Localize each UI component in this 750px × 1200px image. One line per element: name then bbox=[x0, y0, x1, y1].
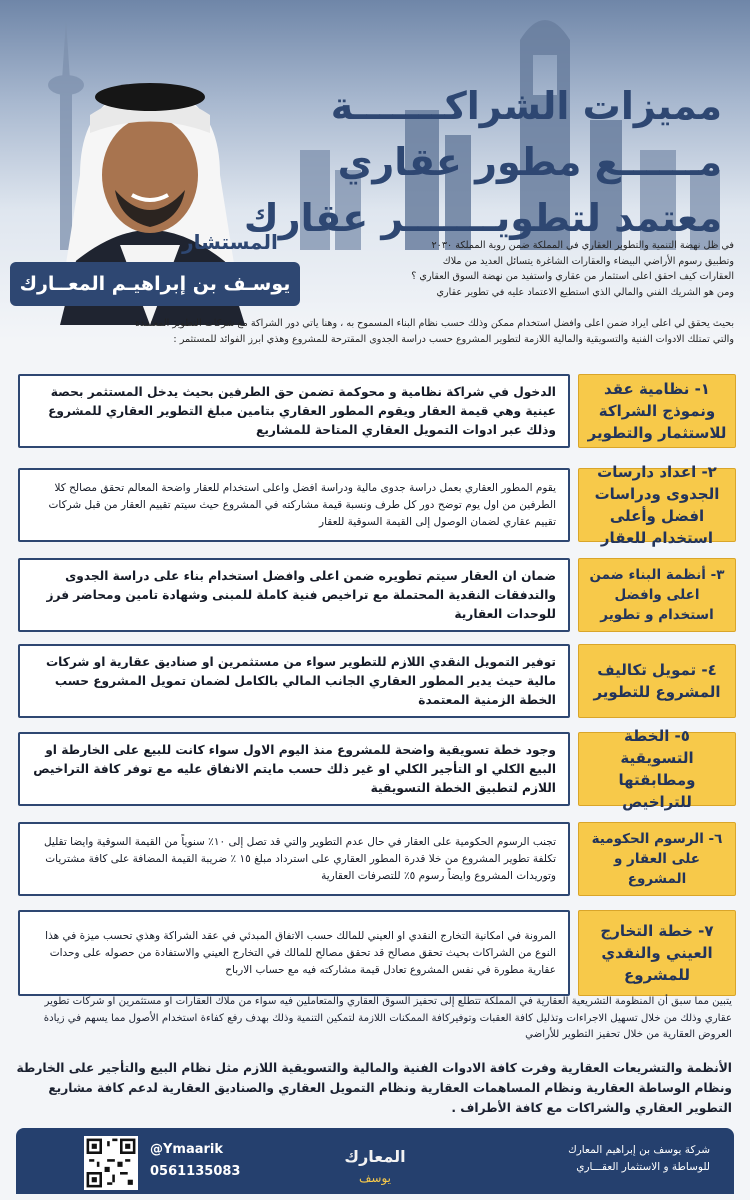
intro-line: العقارات كيف احقق اعلى استثمار من عقاري واستفيد من نهضة السوق العقاري ؟ bbox=[411, 271, 734, 282]
benefit-item-1 bbox=[18, 374, 736, 448]
hero-banner bbox=[0, 0, 750, 340]
phone-number[interactable]: 0561135083 bbox=[150, 1164, 241, 1179]
benefit-description: يقوم المطور العقاري بعمل دراسة جدوى مالية ودراسة افضل واعلى استخدام للعقار واضحة المعالم تحقق مصالح كلا الطرفين من اول يوم توضح دور كل طرف ونسبة قيمة مشاركته في المشروع حيث سيتم تقييم العقار من قبل شركات تقييم عقاري لضمان الوصول إلى القيمة السوقية للعقار bbox=[18, 468, 570, 542]
benefit-title: ٢- اعداد دارسات الجدوى ودراسات افضل وأعلى استخدام للعقار bbox=[578, 468, 736, 542]
intro-line: وتطبيق رسوم الأراضي البيضاء والعقارات الشاغرة يتسائل العديد من ملاك bbox=[442, 255, 734, 267]
benefit-description: تجنب الرسوم الحكومية على العقار في حال عدم التطوير والتي قد تصل إلى ١٠٪ سنوياً من القيمة السوقية وايضا تقليل تكلفة تطوير المشروع من خلا قدرة المطور العقاري على استرداد مبلغ ١٥ ٪ ضريبة القيمة المضافة على كافة مشتريات وتوريدات المشروع وايضاً رسوم ٥٪ للتصرفات العقارية bbox=[18, 822, 570, 896]
qr-code[interactable] bbox=[84, 1136, 138, 1190]
headline bbox=[243, 78, 722, 246]
intro-paragraph-wide bbox=[16, 316, 734, 347]
benefit-title: ٤- تمويل تكاليف المشروع للتطوير bbox=[578, 644, 736, 718]
logo-text: المعارك bbox=[344, 1147, 406, 1166]
benefit-item-7 bbox=[18, 910, 736, 996]
headline-line-1: مميزات الشراكـــــــة bbox=[330, 84, 722, 128]
conclusion-paragraph-1: يتبين مما سبق أن المنظومة التشريعية العقارية في المملكة تتطلع إلى تحفيز السوق العقاري والمتعاملين فيه سواء من ملاك العقارات او مستثمرين او شركات تطوير عقاري وذلك من خلال تسهيل الاجراءات وتذليل كافة العقبات وتوفيركافة الممكنات اللازمة لتمكين التنمية وذلك بهدف رفع كفاءة استخدام الأصول مما يسهم في زيادة العروض العقارية من خلال تحفيز التطوير للأراضي bbox=[43, 996, 732, 1040]
intro-line: بحيث يحقق لي اعلى ايراد ضمن اعلى وافضل استخدام ممكن وذلك حسب نظام البناء المسموح به ، وهنا ياتي دور الشراكة مع شركات التطوير المعتمدة bbox=[135, 318, 734, 329]
benefit-item-6 bbox=[18, 822, 736, 896]
benefit-title: ٣- أنظمة البناء ضمن اعلى وافضل استخدام و تطوير bbox=[578, 558, 736, 632]
brand-logo bbox=[340, 1134, 410, 1190]
benefit-item-2 bbox=[18, 463, 736, 547]
intro-line: في ظل نهضة التنمية والتطوير العقاري في المملكة ضمن روية المملكة ٢٠٣٠ bbox=[431, 240, 734, 251]
benefit-item-4 bbox=[18, 644, 736, 718]
benefit-item-5 bbox=[18, 727, 736, 811]
benefit-description: المرونة في امكانية التخارج النقدي او العيني للمالك حسب الاتفاق المبدئي في عقد الشراكة وهذي تحسب ميزة في هذا النوع من الشراكات بحيث تحقق مصالح قد تحقق مصالح للمالك في التخارج العيني والاستفادة من حصوله على وحدات عقارية مطورة في نفس المشروع تعادل قيمة مشاركته فيه مع حساب الارباح bbox=[18, 910, 570, 996]
company-tagline: للوساطة و الاستثمار العقـــاري bbox=[576, 1161, 710, 1173]
consultant-name: يوسـف بن إبراهيـم المعــارك bbox=[10, 262, 300, 306]
intro-paragraph bbox=[304, 238, 734, 300]
intro-line: ومن هو الشريك الفني والمالي الذي استطيع الاعتماد عليه في تطوير عقاري bbox=[436, 286, 734, 298]
benefit-title: ٥- الخطة التسويقية ومطابقتها للتراخيص bbox=[578, 732, 736, 806]
role-label: المستشار bbox=[182, 230, 278, 254]
benefit-title: ١- نظامية عقد ونموذج الشراكة للاستثمار والتطوير bbox=[578, 374, 736, 448]
company-info bbox=[510, 1142, 710, 1176]
benefit-description: ضمان ان العقار سيتم تطويره ضمن اعلى وافضل استخدام بناء على دراسة الجدوى والتدفقات النقدية المحتملة مع تراخيص فنية كاملة للمبنى وشهادة تامين ومحاضر فرز للوحدات العقارية bbox=[18, 558, 570, 632]
benefit-title: ٧- خطة التخارج العيني والنقدي للمشروع bbox=[578, 910, 736, 996]
benefit-description: الدخول في شراكة نظامية و محوكمة تضمن حق الطرفين بحيث يدخل المستثمر بحصة عينية وهي قيمة العقار ويقوم المطور العقاري بتامين مبلغ التطوير العقاري للمشروع وذلك عبر ادوات التمويل العقاري المتاحة للمشاريع bbox=[18, 374, 570, 448]
headline-line-2: مــــــع مطور عقاري bbox=[337, 140, 722, 184]
benefit-description: توفير التمويل النقدي اللازم للتطوير سواء من مستثمرين او صناديق عقارية او شركات مالية حيث يدير المطور العقاري الجانب المالي بالكامل لضمان تمويل المشروع حسب الخطة الزمنية المعتمدة bbox=[18, 644, 570, 718]
benefit-item-3 bbox=[18, 558, 736, 632]
benefit-title: ٦- الرسوم الحكومية على العقار و المشروع bbox=[578, 822, 736, 896]
conclusion-paragraph-2: الأنظمة والتشريعات العقارية وفرت كافة الادوات الفنية والمالية والتسويقية اللازم مثل نظام البيع والتأجير على الخارطة ونظام الوساطة العقارية ونظام المساهمات العقارية ونظام التمويل العقاري والصناديق العقارية لدعم كافة مشاريع التطوير العقاري والشراكات مع كافة الأطراف . bbox=[16, 1061, 732, 1115]
logo-subtext: يوسف bbox=[358, 1171, 392, 1185]
social-handle[interactable]: @Ymaarik bbox=[150, 1142, 224, 1157]
company-name: شركة يوسف بن إبراهيم المعارك bbox=[568, 1144, 710, 1156]
benefit-description: وجود خطة تسويقية واضحة للمشروع منذ اليوم الاول سواء كانت للبيع على الخارطة او البيع الكلي او التأجير الكلي او غير ذلك حسب مايتم الانفاق عليه مع توفر كافة التراخيص اللازم لتطبيق الخطة التسويقية bbox=[18, 732, 570, 806]
intro-line: والتي تمتلك الادوات الفنية والتسويقية والمالية اللازمة لتطوير المشروع حسب دراسة الجدوى المقترحة للمشروع وهذي ابرز الفوائد للمستثمر : bbox=[173, 333, 734, 345]
headline-line-3: معتمد لتطويـــــــر عقارك bbox=[243, 196, 722, 240]
